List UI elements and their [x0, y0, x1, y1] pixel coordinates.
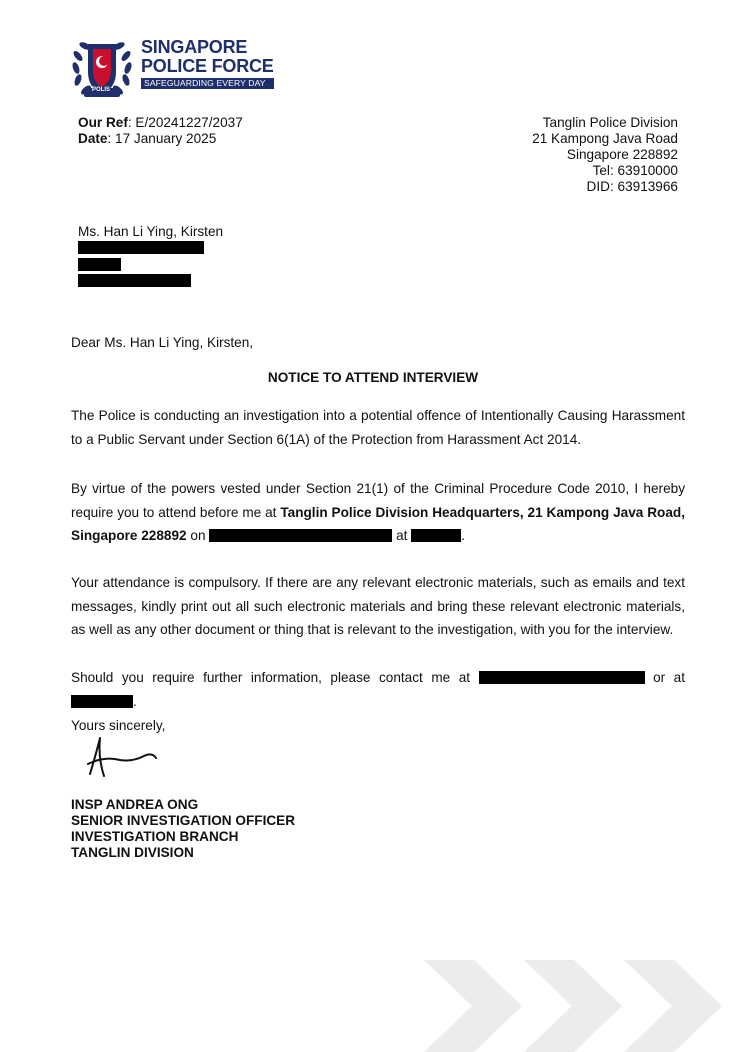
on-text: on — [186, 528, 210, 544]
redacted-time — [411, 529, 461, 542]
address-line-3: Singapore 228892 — [566, 147, 678, 162]
signatory-branch: INVESTIGATION BRANCH — [71, 829, 239, 844]
signatory-name: INSP ANDREA ONG — [71, 797, 199, 812]
redacted-address-line-3 — [78, 274, 191, 287]
paragraph-investigation: The Police is conducting an investigation into a potential offence of Intentionally Causing Harassment to a Public Servant under Section 6(1A) of the Protection from Harassment Act 2014. — [71, 408, 685, 447]
brand-line-2: POLICE FORCE — [141, 56, 274, 76]
brand-line-1: SINGAPORE — [141, 37, 248, 57]
redacted-address-line-2 — [78, 258, 121, 271]
date-value: : 17 January 2025 — [107, 131, 217, 146]
signature-block — [71, 797, 295, 861]
recipient-name: Ms. Han Li Ying, Kirsten — [78, 224, 224, 239]
decorative-chevron-icon — [418, 960, 746, 1052]
date-label: Date — [78, 131, 108, 146]
handwritten-signature — [84, 734, 164, 784]
notice-title: NOTICE TO ATTEND INTERVIEW — [267, 370, 479, 385]
contact-text: Should you require further information, please contact me at — [71, 670, 479, 685]
period: . — [133, 693, 137, 709]
logo-badge-text: POLIS — [92, 87, 111, 93]
interview-location: Tanglin Police Division Headquarters, 21 Kampong Java Road, Singapore 228892 — [71, 504, 685, 544]
paragraph-contact — [71, 666, 685, 713]
reference-block — [78, 115, 243, 147]
ref-label: Our Ref — [78, 115, 128, 130]
ref-value: : E/20241227/2037 — [127, 115, 243, 130]
at-text: at — [392, 528, 412, 544]
address-line-5: DID: 63913966 — [586, 179, 678, 194]
redacted-phone — [71, 695, 133, 708]
requirement-text: By virtue of the powers vested under Section 21(1) of the Criminal Procedure Code 2010, I hereby require you to attend before me at — [71, 481, 685, 520]
period: . — [461, 528, 465, 544]
paragraph-attendance: Your attendance is compulsory. If there are any relevant electronic materials, such as emails and text messages, kindly print out all such electronic materials and bring these relevant electronic materials, as well as any other document or thing that is relevant to the investigation, with you for the interview. — [71, 575, 685, 638]
or-at-text: or at — [644, 670, 686, 685]
signatory-division: TANGLIN DIVISION — [71, 845, 194, 860]
redacted-address-line-1 — [78, 241, 204, 254]
address-line-4: Tel: 63910000 — [592, 163, 678, 178]
closing: Yours sincerely, — [71, 718, 166, 733]
salutation: Dear Ms. Han Li Ying, Kirsten, — [71, 335, 254, 350]
address-line-1: Tanglin Police Division — [542, 115, 678, 130]
redacted-email — [479, 671, 645, 684]
brand-tagline: SAFEGUARDING EVERY DAY — [141, 78, 274, 89]
redacted-date — [209, 529, 392, 542]
paragraph-requirement — [71, 477, 685, 548]
sender-address — [532, 115, 678, 195]
signatory-title: SENIOR INVESTIGATION OFFICER — [71, 813, 296, 828]
brand-wordmark — [141, 38, 274, 89]
address-line-2: 21 Kampong Java Road — [532, 131, 678, 146]
